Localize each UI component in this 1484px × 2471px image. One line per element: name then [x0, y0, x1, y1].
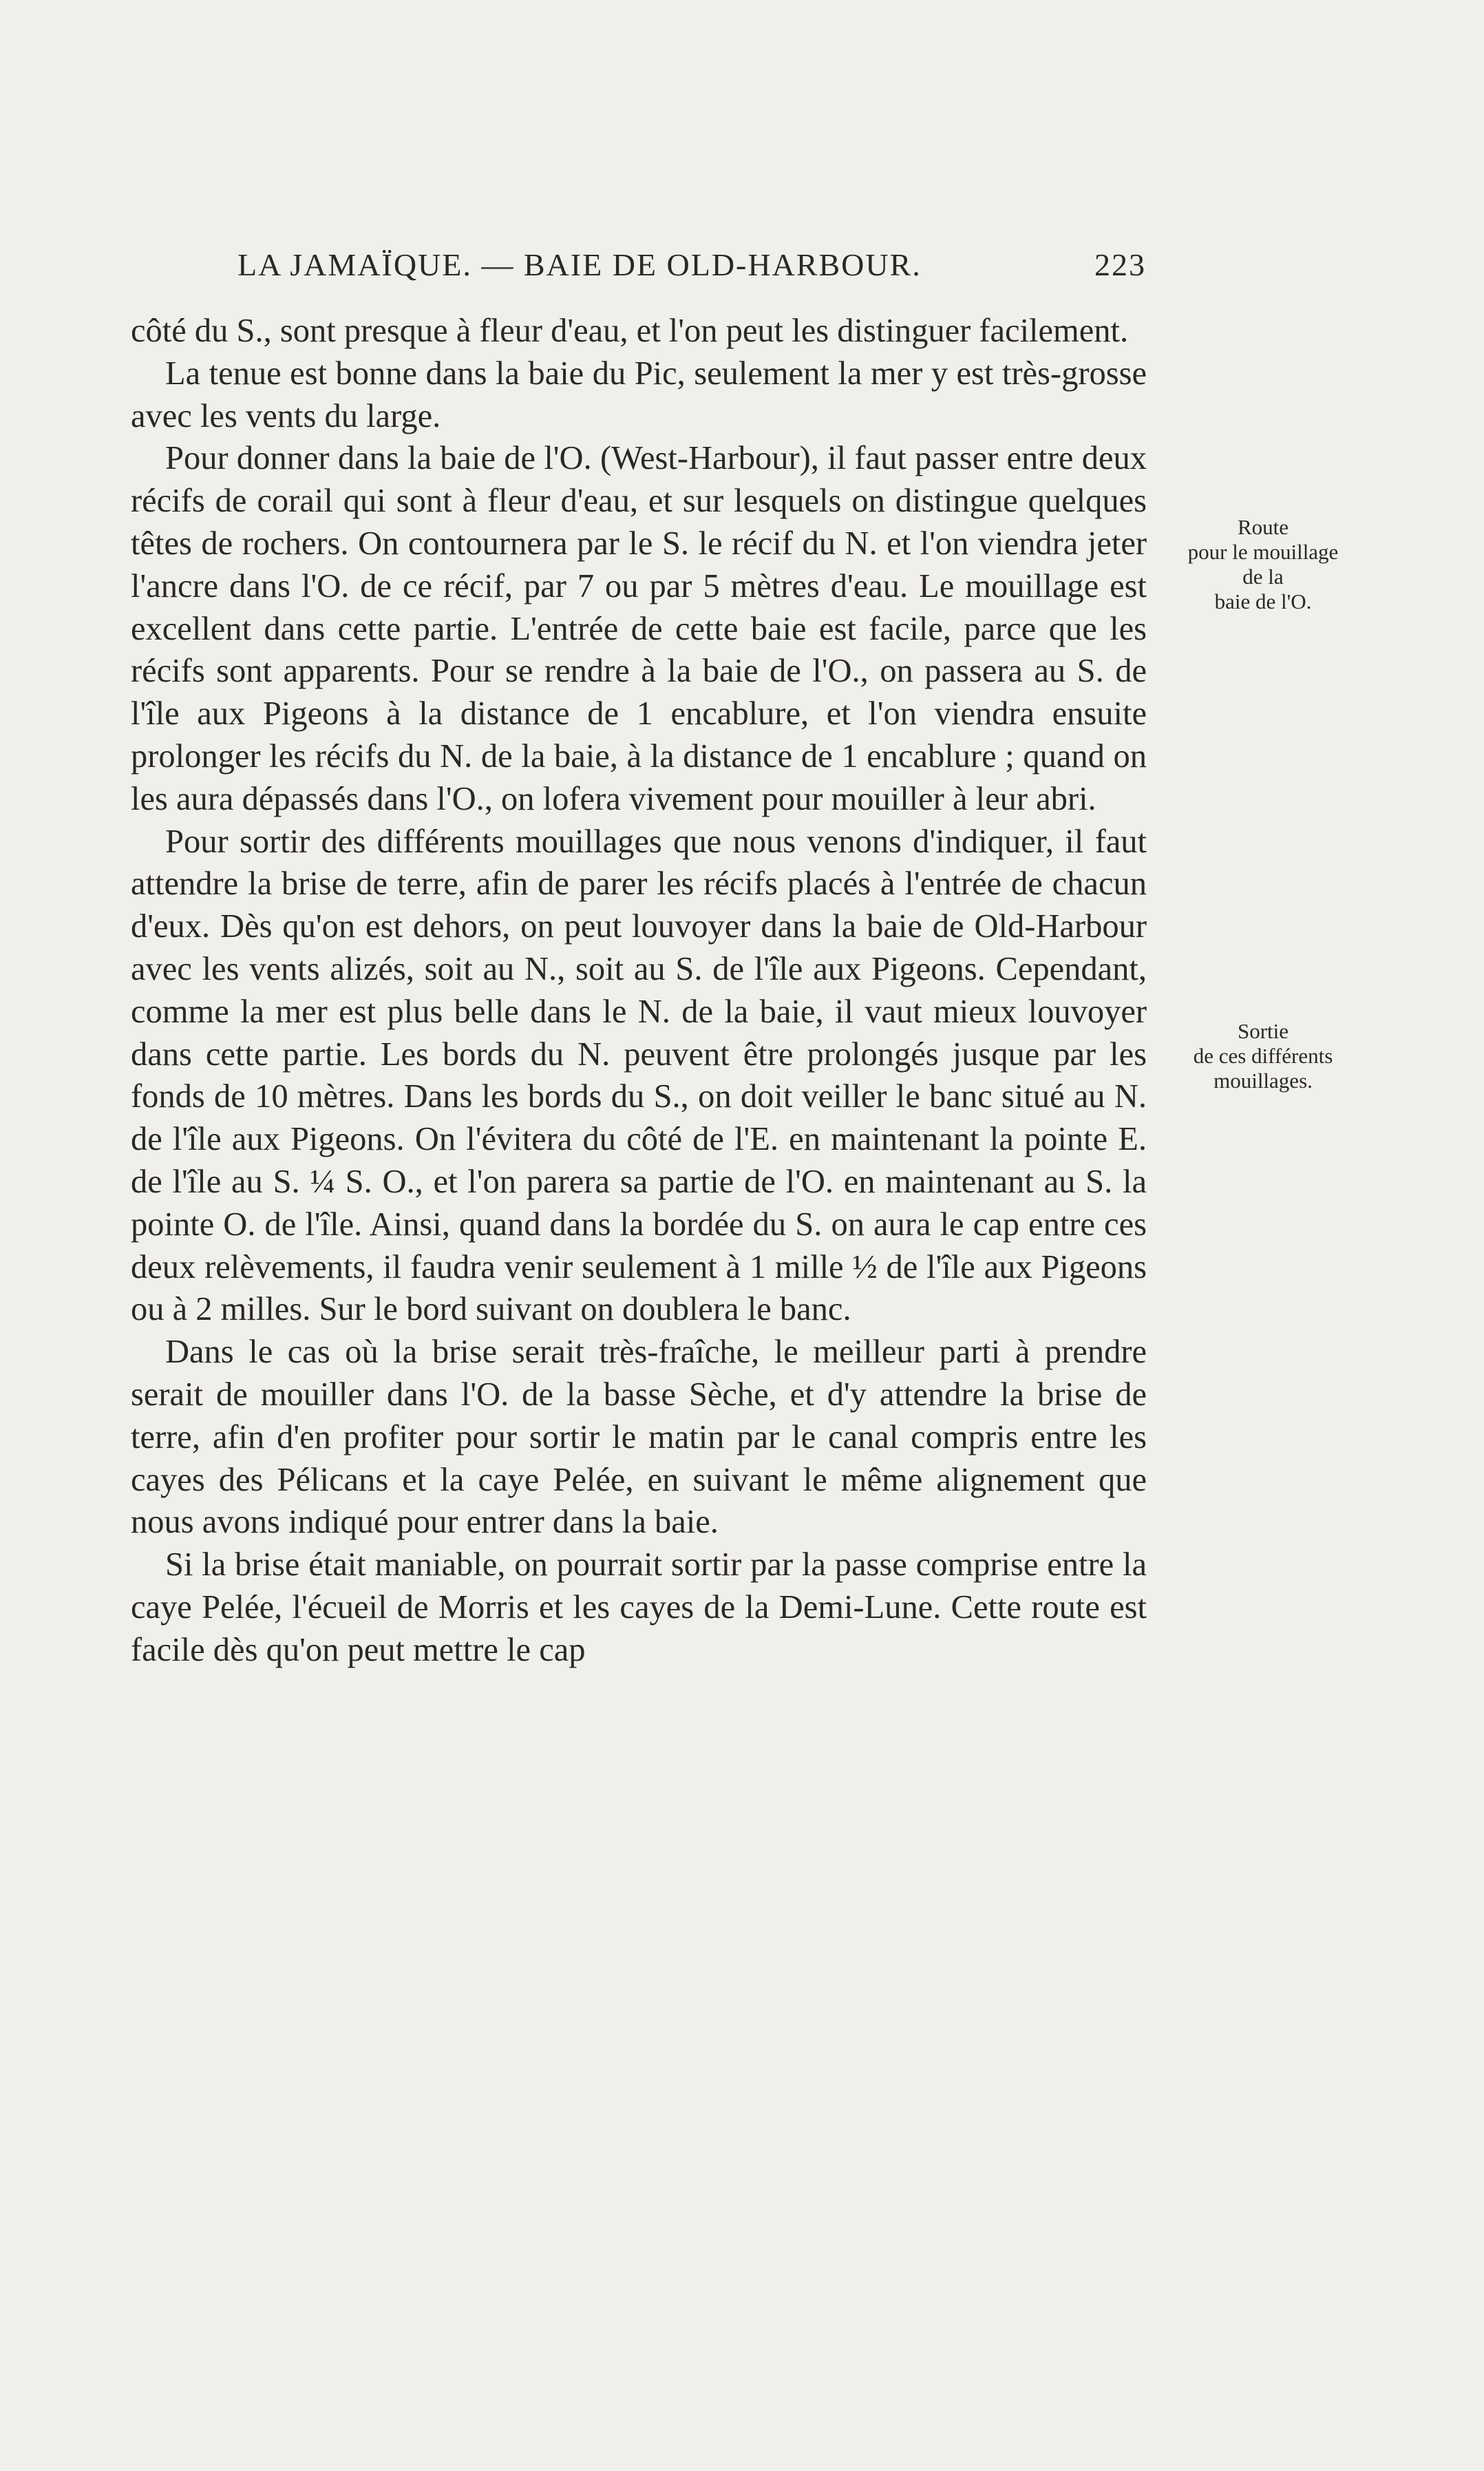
margin-note-line: de la [1242, 565, 1284, 589]
paragraph: Si la brise était maniable, on pourrait sortir par la passe comprise entre la caye Pelée, l'écueil de Morris et les cayes de la Demi-Lune. Cette route est facile dès qu'on peut mettre le cap [131, 1546, 1147, 1668]
paragraph-continued: côté du S., sont presque à fleur d'eau, et l'on peut les distinguer facilement. [131, 313, 1129, 349]
margin-note-line: Route [1237, 515, 1289, 539]
body-text [131, 310, 1147, 1672]
margin-note-line: mouillages. [1213, 1069, 1313, 1093]
margin-note-line: baie de l'O. [1214, 589, 1312, 613]
margin-note-line: de ces différents [1193, 1044, 1333, 1068]
margin-note-line: pour le mouillage [1187, 540, 1339, 564]
paragraph: Pour donner dans la baie de l'O. (West-Harbour), il faut passer entre deux récifs de corail qui sont à fleur d'eau, et sur lesquels on distingue quelques têtes de rochers. On contournera par le S. le récif du N. et l'on viendra jeter l'ancre dans l'O. de ce récif, par 7 ou par 5 mètres d'eau. Le mouillage est excellent dans cette partie. L'entrée de cette baie est facile, parce que les récifs sont apparents. Pour se rendre à la baie de l'O., on passera au S. de l'île aux Pigeons à la distance de 1 encablure, et l'on viendra ensuite prolonger les récifs du N. de la baie, à la distance de 1 encablure ; quand on les aura dépassés dans l'O., on lofera vivement pour mouiller à leur abri. [131, 440, 1147, 817]
page-number: 223 [1094, 247, 1146, 282]
margin-note-sortie [1163, 1019, 1363, 1093]
paragraph: Dans le cas où la brise serait très-fraîche, le meilleur parti à prendre serait de mouiller dans l'O. de la basse Sèche, et d'y attendre la brise de terre, afin d'en profiter pour sortir le matin par le canal compris entre les cayes des Pélicans et la caye Pelée, en suivant le même alignement que nous avons indiqué pour entrer dans la baie. [131, 1334, 1147, 1541]
margin-note-route [1163, 515, 1363, 614]
paragraph: Pour sortir des différents mouillages que nous venons d'indiquer, il faut attendre la brise de terre, afin de parer les récifs placés à l'entrée de chacun d'eux. Dès qu'on est dehors, on peut louvoyer dans la baie de Old-Harbour avec les vents alizés, soit au N., soit au S. de l'île aux Pigeons. Cependant, comme la mer est plus belle dans le N. de la baie, il vaut mieux louvoyer dans cette partie. Les bords du N. peuvent être prolongés jusque par les fonds de 10 mètres. Dans les bords du S., on doit veiller le banc situé au N. de l'île aux Pigeons. On l'évitera du côté de l'E. en maintenant la pointe E. de l'île au S. ¼ S. O., et l'on parera sa partie de l'O. en maintenant au S. la pointe O. de l'île. Ainsi, quand dans la bordée du S. on aura le cap entre ces deux relèvements, il faudra venir seulement à 1 mille ½ de l'île aux Pigeons ou à 2 milles. Sur le bord suivant on doublera le banc. [131, 823, 1147, 1328]
running-head [237, 246, 1146, 295]
paragraph: La tenue est bonne dans la baie du Pic, seulement la mer y est très-grosse avec les vents du large. [131, 355, 1147, 434]
margin-note-line: Sortie [1237, 1019, 1289, 1043]
running-title: LA JAMAÏQUE. — BAIE DE OLD-HARBOUR. [237, 247, 922, 282]
